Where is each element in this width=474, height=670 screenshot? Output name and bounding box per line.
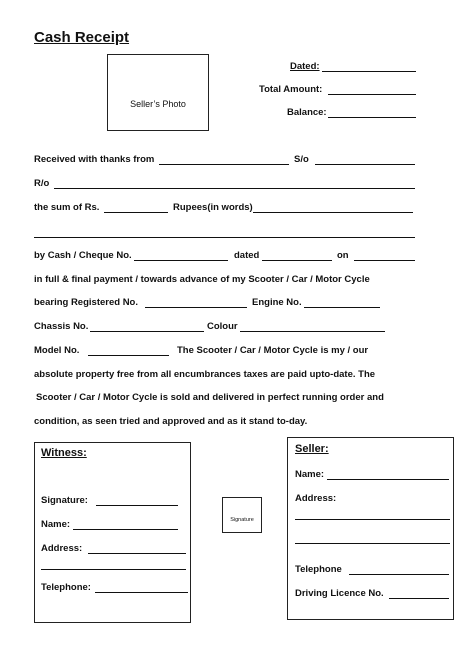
receipt-title: Cash Receipt — [34, 29, 130, 46]
so-field[interactable] — [315, 164, 415, 165]
witness-title: Witness: — [41, 447, 87, 459]
witness-signature-label: Signature: — [41, 495, 88, 506]
seller-photo-label: Seller’s Photo — [130, 99, 186, 109]
condition-text: condition, as seen tried and approved and as it stand to-day. — [34, 416, 308, 427]
seller-address-label: Address: — [295, 493, 337, 504]
seller-licence-label: Driving Licence No. — [295, 588, 384, 599]
seller-photo-box — [107, 54, 209, 131]
engine-no-field[interactable] — [304, 307, 380, 308]
witness-address-field[interactable] — [88, 553, 186, 554]
dated-field[interactable] — [322, 71, 416, 72]
signature-box[interactable] — [222, 497, 262, 533]
vehicle-ownership-text: The Scooter / Car / Motor Cycle is my / our — [177, 345, 369, 356]
dated-label: Dated: — [290, 61, 320, 72]
colour-field[interactable] — [240, 331, 385, 332]
seller-address-line-2[interactable] — [295, 543, 450, 544]
seller-telephone-label: Telephone — [295, 564, 342, 575]
reg-no-field[interactable] — [145, 307, 247, 308]
sold-delivered-text: Scooter / Car / Motor Cycle is sold and delivered in perfect running order and — [36, 392, 384, 403]
chassis-no-label: Chassis No. — [34, 321, 89, 332]
rupees-words-field[interactable] — [253, 212, 413, 213]
received-from-field[interactable] — [159, 164, 289, 165]
seller-name-label: Name: — [295, 469, 325, 480]
cash-cheque-label: by Cash / Cheque No. — [34, 250, 132, 261]
seller-name-field[interactable] — [327, 479, 449, 480]
total-amount-field[interactable] — [328, 94, 416, 95]
chassis-no-field[interactable] — [90, 331, 204, 332]
sum-label: the sum of Rs. — [34, 202, 100, 213]
cheque-dated-label: dated — [234, 250, 260, 261]
total-amount-label: Total Amount: — [259, 84, 323, 95]
witness-telephone-field[interactable] — [95, 592, 188, 593]
engine-no-label: Engine No. — [252, 297, 302, 308]
ro-label: R/o — [34, 178, 50, 189]
received-label: Received with thanks from — [34, 154, 155, 165]
seller-title: Seller: — [295, 443, 329, 455]
sum-field[interactable] — [104, 212, 168, 213]
reg-no-label: bearing Registered No. — [34, 297, 138, 308]
witness-box — [34, 442, 191, 623]
signature-box-label: Signature — [230, 517, 254, 523]
witness-address-label: Address: — [41, 543, 83, 554]
cheque-dated-field[interactable] — [262, 260, 332, 261]
witness-telephone-label: Telephone: — [41, 582, 91, 593]
seller-address-line-1[interactable] — [295, 519, 450, 520]
witness-name-field[interactable] — [73, 529, 178, 530]
rupees-words-label: Rupees(in words) — [173, 202, 253, 213]
colour-label: Colour — [207, 321, 238, 332]
so-label: S/o — [294, 154, 309, 165]
witness-address-line-2[interactable] — [41, 569, 186, 570]
seller-box — [287, 437, 454, 620]
seller-telephone-field[interactable] — [349, 574, 449, 575]
full-final-text: in full & final payment / towards advance of my Scooter / Car / Motor Cycle — [34, 274, 370, 285]
on-field[interactable] — [354, 260, 415, 261]
ro-field[interactable] — [54, 188, 415, 189]
witness-signature-field[interactable] — [96, 505, 178, 506]
balance-label: Balance: — [287, 107, 327, 118]
seller-licence-field[interactable] — [389, 598, 449, 599]
cheque-no-field[interactable] — [134, 260, 228, 261]
absolute-property-text: absolute property free from all encumbrances taxes are paid upto-date. The — [34, 369, 376, 380]
model-no-field[interactable] — [88, 355, 169, 356]
model-no-label: Model No. — [34, 345, 80, 356]
on-label: on — [337, 250, 349, 261]
balance-field[interactable] — [328, 117, 416, 118]
witness-name-label: Name: — [41, 519, 71, 530]
rupees-words-continuation-field[interactable] — [34, 237, 415, 238]
